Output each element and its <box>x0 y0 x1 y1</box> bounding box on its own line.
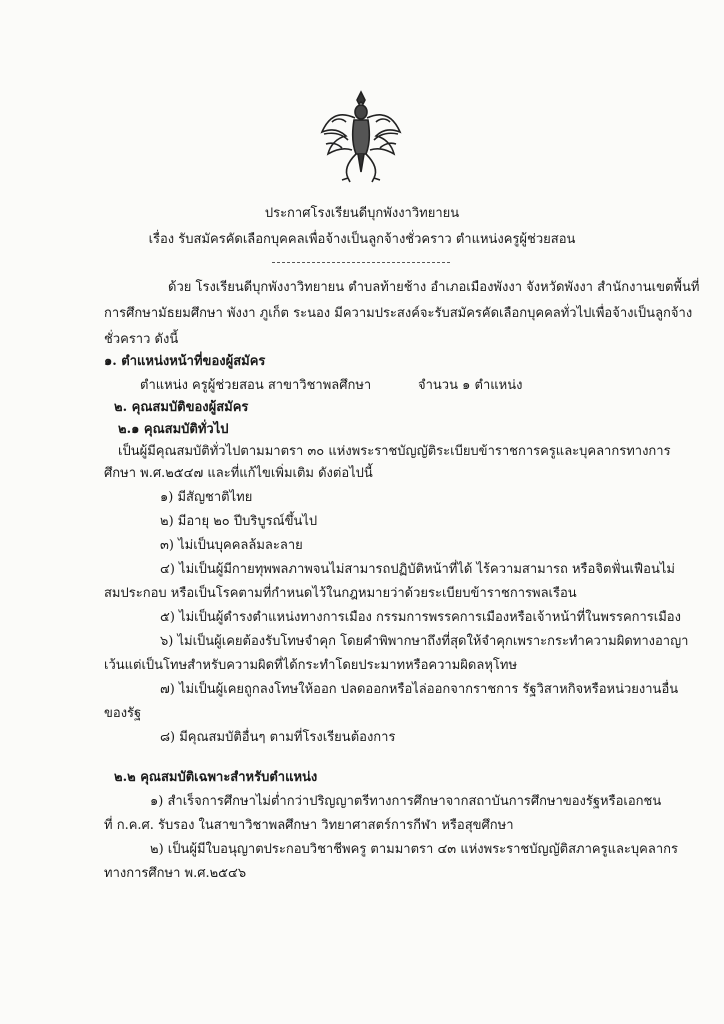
general-item: ๖) ไม่เป็นผู้เคยต้องรับโทษจำคุก โดยคำพิพากษาถึงที่สุดให้จำคุกเพราะกระทำความผิดทางอาญา <box>160 634 689 649</box>
garuda-emblem <box>318 88 404 184</box>
specific-item: ๒) เป็นผู้มีใบอนุญาตประกอบวิชาชีพครู ตามมาตรา ๔๓ แห่งพระราชบัญญัติสภาครูและบุคลากร <box>150 842 678 857</box>
announcement-title: ประกาศโรงเรียนดีบุกพังงาวิทยายน <box>264 206 460 221</box>
general-item: ๔) ไม่เป็นผู้มีกายทุพพลภาพจนไม่สามารถปฏิบัติหน้าที่ได้ ไร้ความสามารถ หรือจิตฟั่นเฟือนไม่ <box>160 562 675 577</box>
general-intro-1: เป็นผู้มีคุณสมบัติทั่วไปตามมาตรา ๓๐ แห่งพระราชบัญญัติระเบียบข้าราชการครูและบุคลากรทางการ <box>118 444 671 459</box>
section-2-heading: ๒. คุณสมบัติของผู้สมัคร <box>114 400 249 415</box>
general-item: ๘) มีคุณสมบัติอื่นๆ ตามที่โรงเรียนต้องการ <box>160 730 396 745</box>
announcement-subject: เรื่อง รับสมัครคัดเลือกบุคคลเพื่อจ้างเป็นลูกจ้างชั่วคราว ตำแหน่งครูผู้ช่วยสอน <box>148 232 576 247</box>
section-1-heading: ๑. ตำแหน่งหน้าที่ของผู้สมัคร <box>104 354 266 369</box>
intro-line-1: ด้วย โรงเรียนดีบุกพังงาวิทยายน ตำบลท้ายช้าง อำเภอเมืองพังงา จังหวัดพังงา สำนักงานเขตพื้นที่ <box>168 280 700 295</box>
general-item-cont: เว้นแต่เป็นโทษสำหรับความผิดที่ได้กระทำโดยประมาทหรือความผิดลหุโทษ <box>104 658 518 673</box>
section-2-2-heading: ๒.๒ คุณสมบัติเฉพาะสำหรับตำแหน่ง <box>114 770 318 785</box>
general-item: ๗) ไม่เป็นผู้เคยถูกลงโทษให้ออก ปลดออกหรือไล่ออกจากราชการ รัฐวิสาหกิจหรือหน่วยงานอื่น <box>160 682 679 697</box>
title-divider <box>272 262 450 263</box>
general-item: ๓) ไม่เป็นบุคคลล้มละลาย <box>160 538 303 553</box>
general-item-cont: ของรัฐ <box>104 706 142 721</box>
intro-line-2: การศึกษามัธยมศึกษา พังงา ภูเก็ต ระนอง มีความประสงค์จะรับสมัครคัดเลือกบุคคลทั่วไปเพื่อจ้างเป็นลูกจ้าง <box>104 306 693 321</box>
specific-item-cont: ทางการศึกษา พ.ศ.๒๕๔๖ <box>104 866 247 881</box>
section-2-1-heading: ๒.๑ คุณสมบัติทั่วไป <box>118 422 229 437</box>
general-item: ๒) มีอายุ ๒๐ ปีบริบูรณ์ขึ้นไป <box>160 514 318 529</box>
position-count: จำนวน ๑ ตำแหน่ง <box>418 378 523 393</box>
general-item-cont: สมประกอบ หรือเป็นโรคตามที่กำหนดไว้ในกฎหมายว่าด้วยระเบียบข้าราชการพลเรือน <box>104 586 577 601</box>
position-text: ตำแหน่ง ครูผู้ช่วยสอน สาขาวิชาพลศึกษา <box>140 378 372 393</box>
general-item: ๑) มีสัญชาติไทย <box>160 490 253 505</box>
specific-item: ๑) สำเร็จการศึกษาไม่ต่ำกว่าปริญญาตรีทางการศึกษาจากสถาบันการศึกษาของรัฐหรือเอกชน <box>150 794 662 809</box>
general-item: ๕) ไม่เป็นผู้ดำรงตำแหน่งทางการเมือง กรรมการพรรคการเมืองหรือเจ้าหน้าที่ในพรรคการเมือง <box>160 610 681 625</box>
general-intro-2: ศึกษา พ.ศ.๒๕๔๗ และที่แก้ไขเพิ่มเติม ดังต่อไปนี้ <box>104 466 373 481</box>
intro-line-3: ชั่วคราว ดังนี้ <box>104 332 179 347</box>
specific-item-cont: ที่ ก.ค.ศ. รับรอง ในสาขาวิชาพลศึกษา วิทยาศาสตร์การกีฬา หรือสุขศึกษา <box>104 818 514 833</box>
